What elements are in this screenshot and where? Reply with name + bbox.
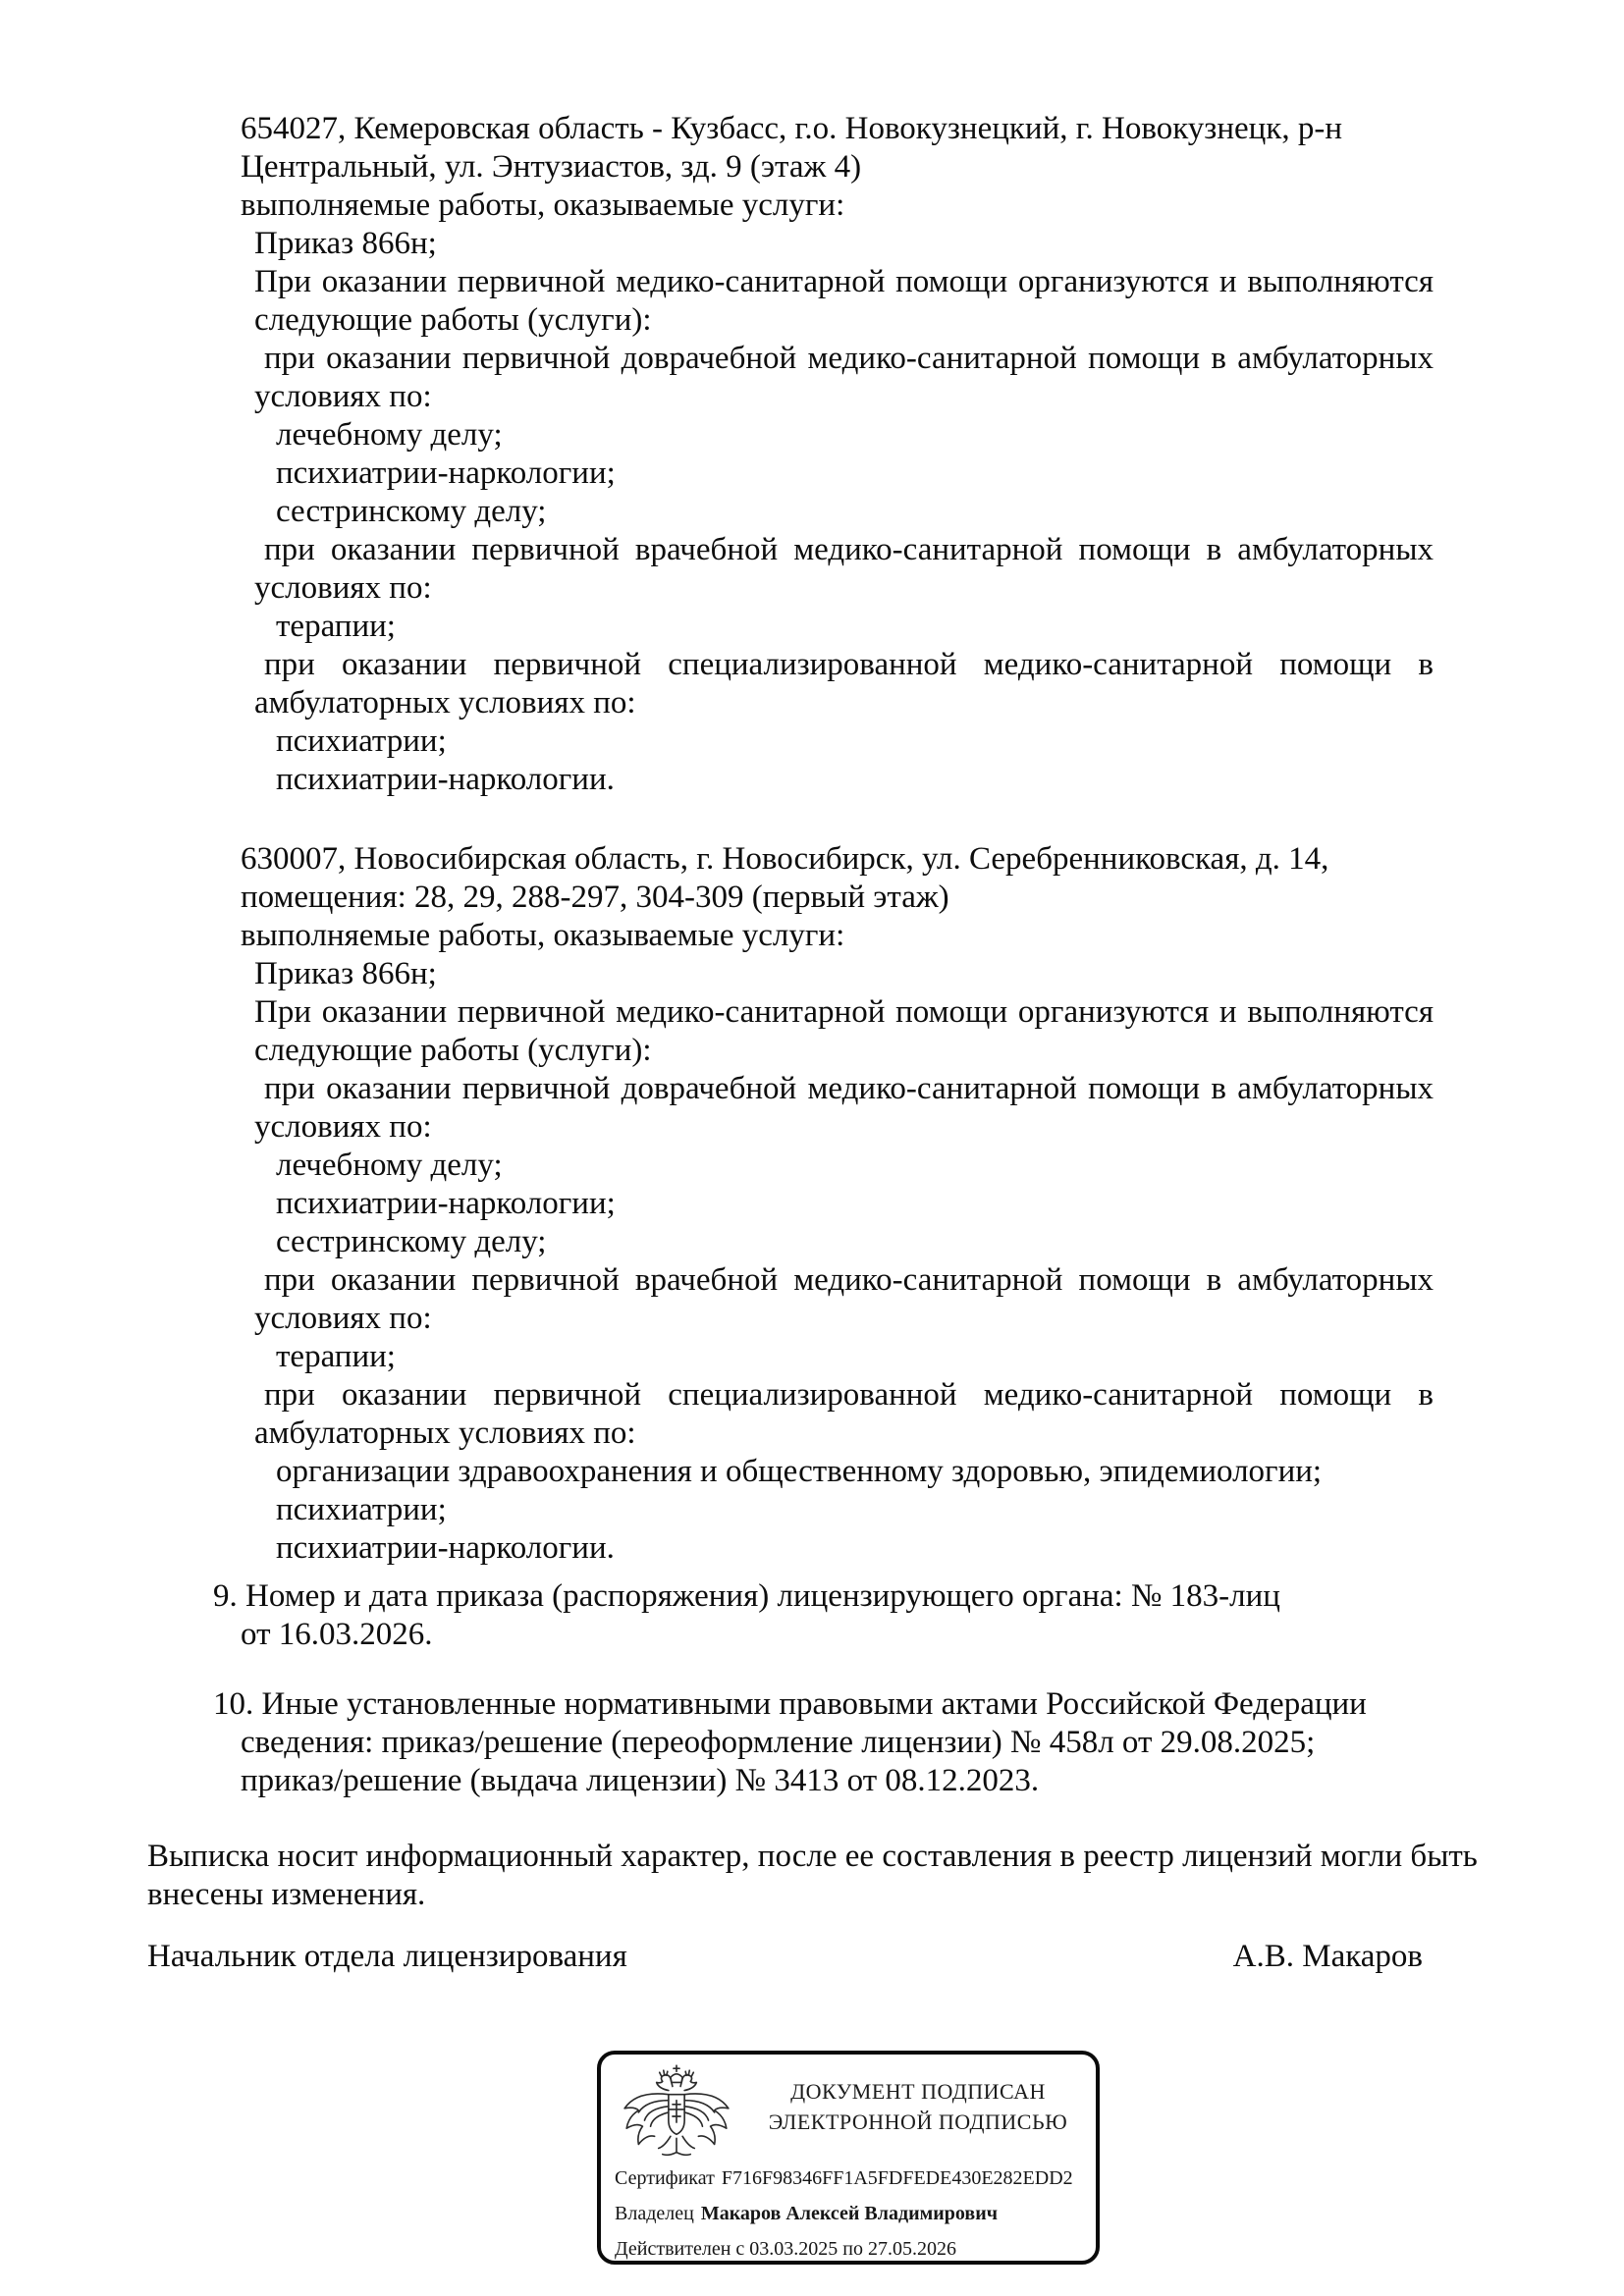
electronic-signature-stamp [597, 2051, 1100, 2265]
text-line: 10. Иные установленные нормативными правовыми актами Российской Федерации [213, 1686, 1367, 1722]
text-line: 9. Номер и дата приказа (распоряжения) лицензирующего органа: № 183-лиц [213, 1578, 1280, 1614]
text-line: психиатрии-наркологии; [276, 455, 616, 491]
text-line: психиатрии; [276, 723, 447, 759]
text-line: от 16.03.2026. [241, 1617, 433, 1652]
certificate-value: F716F98346FF1A5FDFEDE430E282EDD2 [721, 2167, 1073, 2189]
text-line: сестринскому делу; [276, 1224, 547, 1259]
kemerovo-location-section [241, 110, 1434, 799]
text-line: сведения: приказ/решение (переоформление лицензии) № 458л от 29.08.2025; [241, 1725, 1316, 1760]
text-line: организации здравоохранения и общественному здоровью, эпидемиологии; [276, 1454, 1323, 1489]
owner-label: Владелец [615, 2203, 694, 2224]
text-line: терапии; [276, 609, 396, 644]
signer-position: Начальник отдела лицензирования [147, 1939, 627, 1974]
text-line: Центральный, ул. Энтузиастов, зд. 9 (этаж 4) [241, 149, 862, 185]
owner-value: Макаров Алексей Владимирович [700, 2203, 998, 2224]
text-line: следующие работы (услуги): [254, 1033, 652, 1068]
text-line: При оказании первичной медико-санитарной помощи организуются и выполняются [254, 264, 1434, 299]
stamp-certificate-line [615, 2161, 1086, 2196]
text-line: Приказ 866н; [254, 956, 437, 991]
text-line: амбулаторных условиях по: [254, 685, 636, 721]
text-line: 654027, Кемеровская область - Кузбасс, г.о. Новокузнецкий, г. Новокузнецк, р-н [241, 111, 1342, 146]
text-line: при оказании первичной доврачебной медико-санитарной помощи в амбулаторных [264, 341, 1434, 376]
text-line: сестринскому делу; [276, 494, 547, 529]
text-line: психиатрии-наркологии. [276, 762, 615, 797]
signature-row [147, 1938, 1512, 1976]
stamp-title-line2: ЭЛЕКТРОННОЙ ПОДПИСЬЮ [768, 2109, 1068, 2134]
text-line: внесены изменения. [147, 1877, 426, 1912]
text-line: амбулаторных условиях по: [254, 1415, 636, 1451]
text-line: лечебному делу; [276, 417, 503, 453]
text-line: лечебному делу; [276, 1148, 503, 1183]
text-line: при оказании первичной врачебной медико-санитарной помощи в амбулаторных [264, 532, 1434, 567]
text-line: Выписка носит информационный характер, после ее составления в реестр лицензий могли быть [147, 1839, 1478, 1874]
item-10-other-info-section [213, 1685, 1434, 1800]
signer-name: А.В. Макаров [1232, 1939, 1423, 1974]
text-line: при оказании первичной специализированной медико-санитарной помощи в [264, 647, 1434, 682]
text-line: помещения: 28, 29, 288-297, 304-309 (первый этаж) [241, 880, 949, 915]
text-line: 630007, Новосибирская область, г. Новосибирск, ул. Серебренниковская, д. 14, [241, 841, 1329, 877]
stamp-owner-line [615, 2196, 1086, 2231]
novosibirsk-location-section [241, 840, 1434, 1568]
text-line: при оказании первичной доврачебной медико-санитарной помощи в амбулаторных [264, 1071, 1434, 1106]
text-line: выполняемые работы, оказываемые услуги: [241, 918, 845, 953]
text-line: при оказании первичной врачебной медико-санитарной помощи в амбулаторных [264, 1262, 1434, 1298]
text-line: выполняемые работы, оказываемые услуги: [241, 187, 845, 223]
text-line: психиатрии-наркологии; [276, 1186, 616, 1221]
text-line: приказ/решение (выдача лицензии) № 3413 от 08.12.2023. [241, 1763, 1040, 1798]
text-line: психиатрии; [276, 1492, 447, 1527]
text-line: психиатрии-наркологии. [276, 1530, 615, 1566]
stamp-details [615, 2161, 1086, 2267]
stamp-title [748, 2076, 1088, 2137]
text-line: Приказ 866н; [254, 226, 437, 261]
roszdravnadzor-eagle-emblem-icon [617, 2064, 736, 2168]
text-line: условиях по: [254, 379, 432, 414]
certificate-label: Сертификат [615, 2167, 715, 2189]
text-line: условиях по: [254, 1301, 432, 1336]
text-line: при оказании первичной специализированной медико-санитарной помощи в [264, 1377, 1434, 1413]
text-line: следующие работы (услуги): [254, 302, 652, 338]
stamp-validity-line: Действителен с 03.03.2025 по 27.05.2026 [615, 2238, 956, 2260]
text-line: При оказании первичной медико-санитарной помощи организуются и выполняются [254, 994, 1434, 1030]
text-line: терапии; [276, 1339, 396, 1374]
stamp-title-line1: ДОКУМЕНТ ПОДПИСАН [790, 2079, 1046, 2104]
item-9-order-number-section [213, 1577, 1434, 1654]
informational-note [147, 1838, 1512, 1914]
text-line: условиях по: [254, 570, 432, 606]
text-line: условиях по: [254, 1109, 432, 1145]
